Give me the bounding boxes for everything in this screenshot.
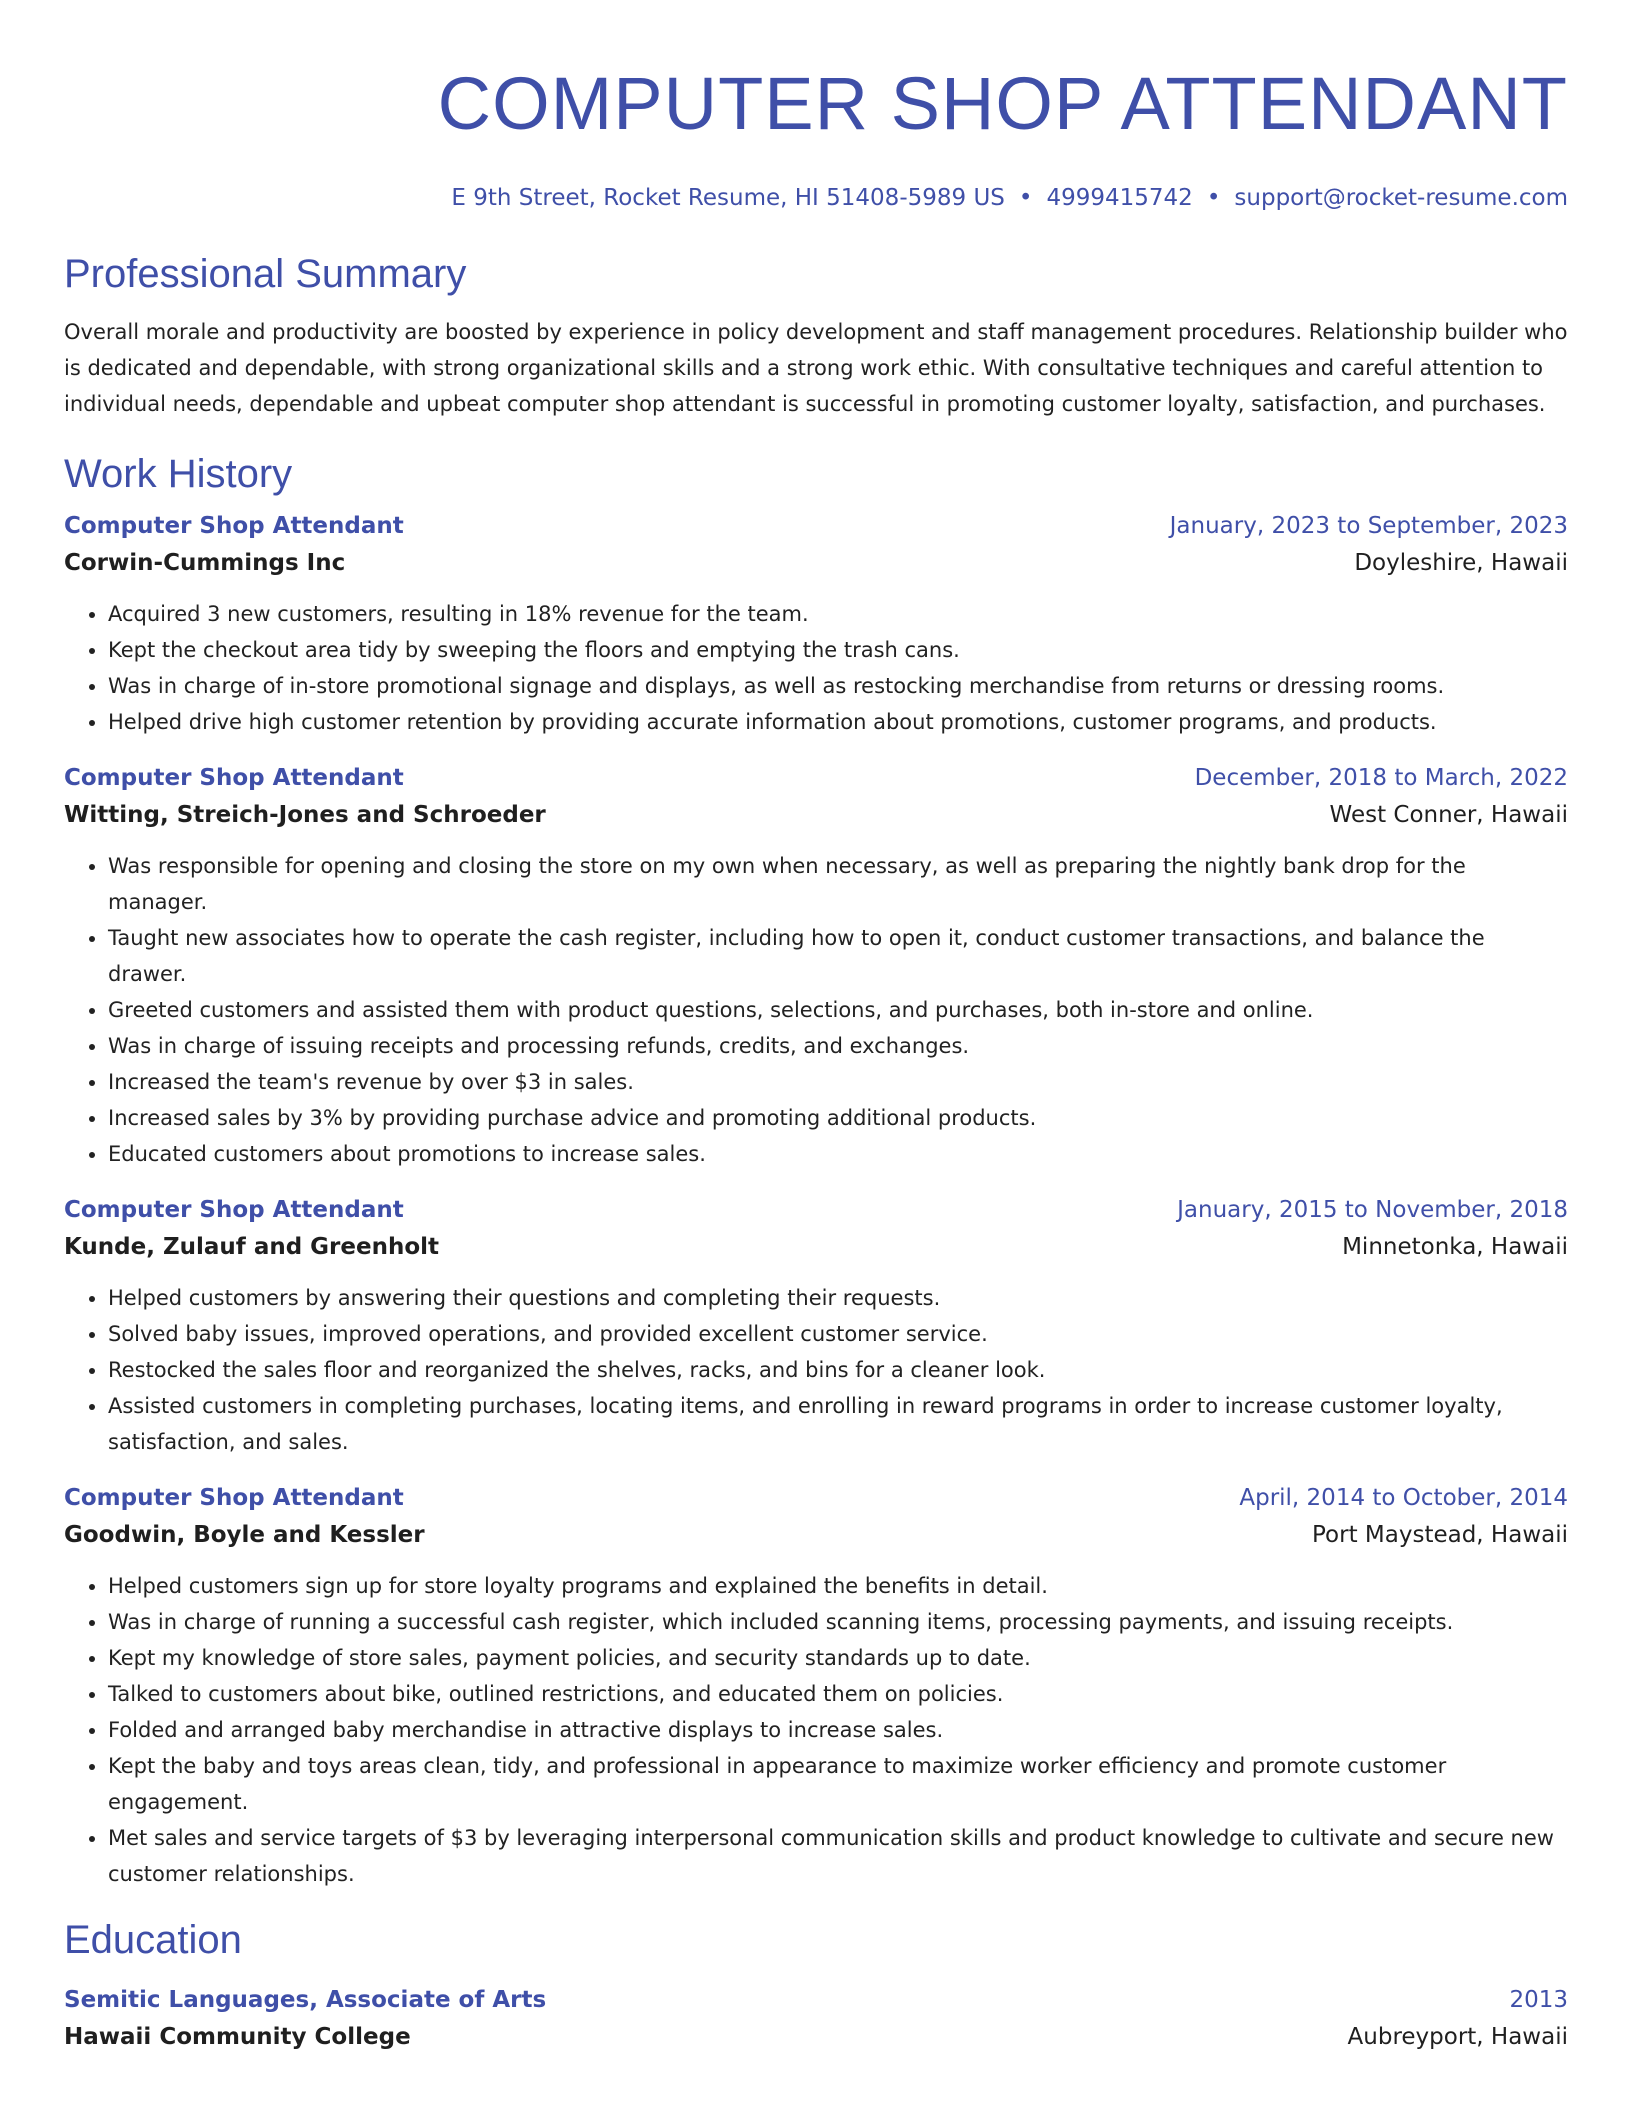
job-entry <box>64 1192 1568 1460</box>
phone: 4999415742 <box>1046 185 1193 211</box>
job-entry <box>64 1480 1568 1892</box>
bullet-item: • Assisted customers in completing purchases, locating items, and enrolling in reward programs in order to increase customer loyalty, satisfaction, and sales. <box>108 1388 1568 1460</box>
degree: Semitic Languages, Associate of Arts <box>64 1987 547 2013</box>
bullet-item: • Greeted customers and assisted them with product questions, selections, and purchases, both in-store and online. <box>108 992 1568 1028</box>
bullet-item: • Kept the baby and toys areas clean, tidy, and professional in appearance to maximize worker efficiency and promote customer engagement. <box>108 1748 1568 1820</box>
bullet-item: • Met sales and service targets of $3 by leveraging interpersonal communication skills and product knowledge to cultivate and secure new customer relationships. <box>108 1820 1568 1892</box>
job-location: Doyleshire, Hawaii <box>1354 550 1568 576</box>
bullet-item: • Restocked the sales floor and reorganized the shelves, racks, and bins for a cleaner look. <box>108 1352 1568 1388</box>
job-dates: January, 2015 to November, 2018 <box>1177 1197 1568 1223</box>
bullet-item: • Increased the team's revenue by over $3 in sales. <box>108 1064 1568 1100</box>
section-title-work-history: Work History <box>64 452 293 496</box>
bullet-item: • Kept the checkout area tidy by sweeping the floors and emptying the trash cans. <box>108 632 1568 668</box>
contact-line <box>64 182 1568 214</box>
bullet-item: • Kept my knowledge of store sales, payment policies, and security standards up to date. <box>108 1640 1568 1676</box>
candidate-name: COMPUTER SHOP ATTENDANT <box>437 62 1568 145</box>
job-location: Minnetonka, Hawaii <box>1342 1234 1568 1260</box>
company-name: Witting, Streich-Jones and Schroeder <box>64 802 546 828</box>
job-location: Port Maystead, Hawaii <box>1312 1522 1568 1548</box>
bullet-item: • Was responsible for opening and closing the store on my own when necessary, as well as preparing the nightly bank drop for the manager. <box>108 848 1568 920</box>
graduation-year: 2013 <box>1509 1987 1568 2013</box>
bullet-item: • Was in charge of in-store promotional signage and displays, as well as restocking merchandise from returns or dressing rooms. <box>108 668 1568 704</box>
job-bullets <box>64 848 1568 1172</box>
separator-dot: • <box>1206 185 1221 211</box>
bullet-item: • Helped drive high customer retention by providing accurate information about promotions, customer programs, and products. <box>108 704 1568 740</box>
job-bullets <box>64 1280 1568 1460</box>
bullet-item: • Was in charge of running a successful cash register, which included scanning items, processing payments, and issuing receipts. <box>108 1604 1568 1640</box>
company-name: Kunde, Zulauf and Greenholt <box>64 1234 440 1260</box>
bullet-item: • Taught new associates how to operate the cash register, including how to open it, conduct customer transactions, and balance the drawer. <box>108 920 1568 992</box>
bullet-item: • Increased sales by 3% by providing purchase advice and promoting additional products. <box>108 1100 1568 1136</box>
job-title: Computer Shop Attendant <box>64 1485 404 1511</box>
job-dates: January, 2023 to September, 2023 <box>1169 513 1568 539</box>
separator-dot: • <box>1018 185 1033 211</box>
job-title: Computer Shop Attendant <box>64 1197 404 1223</box>
job-title: Computer Shop Attendant <box>64 765 404 791</box>
education-entry <box>64 1982 1568 2056</box>
address: E 9th Street, Rocket Resume, HI 51408-5989 US <box>451 185 1005 211</box>
bullet-item: • Educated customers about promotions to increase sales. <box>108 1136 1568 1172</box>
job-title: Computer Shop Attendant <box>64 513 404 539</box>
company-name: Corwin-Cummings Inc <box>64 550 346 576</box>
school-name: Hawaii Community College <box>64 2024 411 2050</box>
bullet-item: • Was in charge of issuing receipts and processing refunds, credits, and exchanges. <box>108 1028 1568 1064</box>
job-bullets <box>64 1568 1568 1892</box>
bullet-item: • Solved baby issues, improved operations, and provided excellent customer service. <box>108 1316 1568 1352</box>
bullet-item: • Helped customers by answering their questions and completing their requests. <box>108 1280 1568 1316</box>
company-name: Goodwin, Boyle and Kessler <box>64 1522 425 1548</box>
job-dates: April, 2014 to October, 2014 <box>1239 1485 1568 1511</box>
school-location: Aubreyport, Hawaii <box>1347 2024 1568 2050</box>
job-dates: December, 2018 to March, 2022 <box>1194 765 1568 791</box>
summary-text: Overall morale and productivity are boosted by experience in policy development and staff management procedures. Relationship builder who is dedicated and dependable, with strong organizational skills and a strong work ethic. With consultative techniques and careful attention to individual needs, dependable and upbeat computer shop attendant is successful in promoting customer loyalty, satisfaction, and purchases. <box>64 320 1568 416</box>
bullet-item: • Folded and arranged baby merchandise in attractive displays to increase sales. <box>108 1712 1568 1748</box>
section-title-summary: Professional Summary <box>64 252 467 296</box>
resume-page <box>64 56 1568 2056</box>
bullet-item: • Helped customers sign up for store loyalty programs and explained the benefits in detail. <box>108 1568 1568 1604</box>
job-location: West Conner, Hawaii <box>1329 802 1568 828</box>
job-entry <box>64 760 1568 1172</box>
section-title-education: Education <box>64 1918 242 1962</box>
job-bullets <box>64 596 1568 740</box>
job-entry <box>64 508 1568 740</box>
email-link[interactable]: support@rocket-resume.com <box>1234 185 1568 211</box>
bullet-item: • Talked to customers about bike, outlined restrictions, and educated them on policies. <box>108 1676 1568 1712</box>
bullet-item: • Acquired 3 new customers, resulting in 18% revenue for the team. <box>108 596 1568 632</box>
